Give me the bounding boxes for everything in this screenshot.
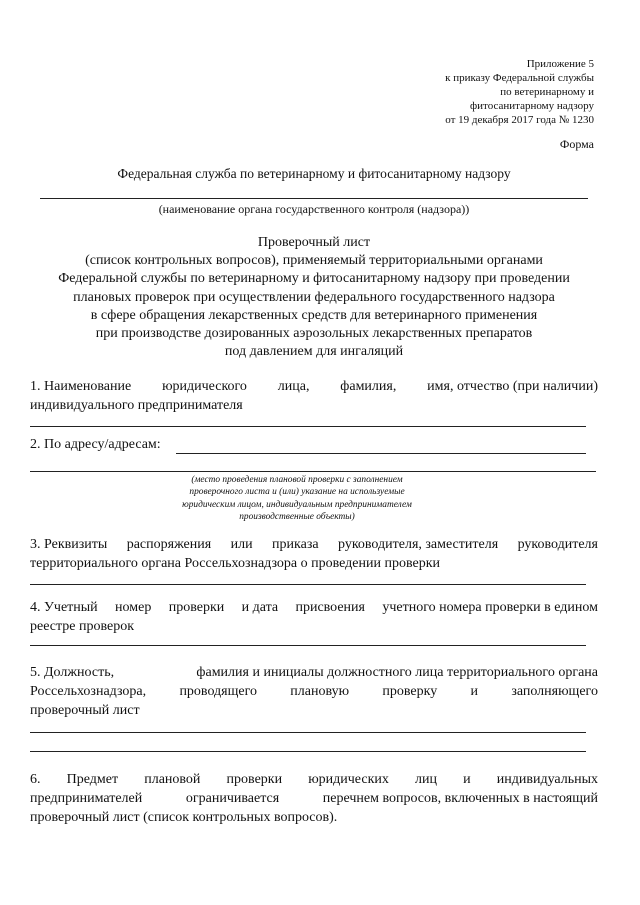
section-4-line-2: реестре проверок	[30, 619, 135, 634]
section-6	[30, 770, 598, 827]
section-5-line-1: 5. Должность, фамилия и инициалы должностного лица территориального органа	[30, 665, 598, 680]
appendix-line: Приложение 5	[526, 58, 594, 70]
section-1	[30, 377, 598, 415]
section-3-line-2: территориального органа Россельхознадзора о проведении проверки	[30, 556, 441, 571]
appendix-line: по ветеринарному и	[500, 86, 594, 98]
address-fill-line	[176, 453, 586, 454]
appendix-line: фитосанитарному надзору	[470, 100, 594, 112]
address-fill-line-2	[30, 471, 596, 472]
agency-caption: (наименование органа государственного контроля (надзора))	[158, 202, 470, 216]
section-4-fill-line	[30, 645, 586, 646]
address-caption: (место проведения плановой проверки с заполнением проверочного листа и (или) указание на используемые юридическим лицом, индивидуальным предпринимателем производственные объекты)	[182, 475, 412, 523]
section-1-fill-line	[30, 426, 586, 427]
section-5-fill-line-2	[30, 751, 586, 752]
title-line: плановых проверок при осуществлении федерального государственного надзора	[73, 289, 555, 305]
title-line: (список контрольных вопросов), применяемый территориальными органами	[85, 253, 543, 269]
section-6-line-1: 6. Предмет плановой проверки юридических лиц и индивидуальных	[30, 772, 598, 787]
section-5	[30, 663, 598, 720]
section-6-line-3: проверочный лист (список контрольных вопросов).	[30, 810, 338, 825]
title-line: Федеральной службы по ветеринарному и фитосанитарному надзору при проведении	[58, 271, 570, 287]
form-label: Форма	[559, 137, 594, 151]
section-3-line-1: 3. Реквизиты распоряжения или приказа руководителя, заместителя руководителя	[30, 537, 598, 552]
section-6-line-2: предпринимателей ограничивается перечнем вопросов, включенных в настоящий	[30, 791, 598, 806]
section-3	[30, 535, 598, 573]
section-4	[30, 598, 598, 636]
title-heading: Проверочный лист	[257, 235, 371, 250]
section-3-fill-line	[30, 584, 586, 585]
title-line: под давлением для ингаляций	[224, 344, 404, 360]
section-1-line-2: индивидуального предпринимателя	[30, 398, 243, 413]
section-2-label: 2. По адресу/адресам:	[30, 437, 161, 452]
appendix-line: к приказу Федеральной службы	[445, 72, 594, 84]
title-line: при производстве дозированных аэрозольных лекарственных препаратов	[95, 326, 533, 342]
document-title	[30, 234, 598, 361]
agency-name: Федеральная служба по ветеринарному и фитосанитарному надзору	[117, 166, 511, 181]
agency-underline	[40, 198, 588, 199]
title-line: в сфере обращения лекарственных средств для ветеринарного применения	[90, 307, 538, 323]
section-4-line-1: 4. Учетный номер проверки и дата присвоения учетного номера проверки в едином	[30, 600, 598, 615]
section-5-line-2: Россельхознадзора, проводящего плановую проверку и заполняющего	[30, 684, 598, 699]
appendix-line: от 19 декабря 2017 года № 1230	[445, 114, 594, 126]
section-5-line-3: проверочный лист	[30, 703, 140, 718]
appendix-header	[445, 57, 594, 127]
section-5-fill-line	[30, 732, 586, 733]
section-1-line-1: 1. Наименование юридического лица, фамилия, имя, отчество (при наличии)	[30, 379, 598, 394]
